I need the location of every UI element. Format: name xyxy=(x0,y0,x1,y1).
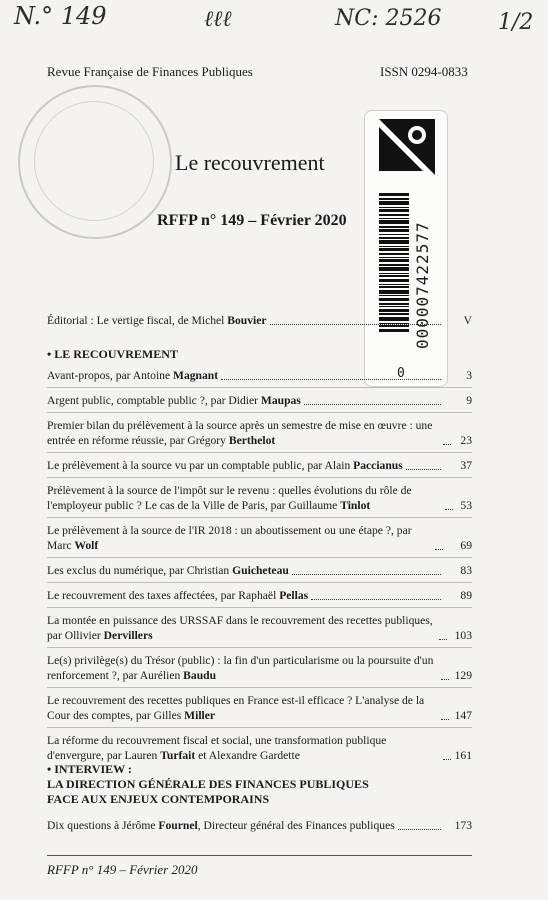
handwritten-initials: ℓℓℓ xyxy=(204,7,232,32)
toc-entry: Prélèvement à la source de l'impôt sur le revenu : quelles évolutions du rôle de l'employeur public ? Le cas de la Ville de Paris, par Guillaume Tinlot 53 xyxy=(47,484,472,512)
issn: ISSN 0294-0833 xyxy=(380,64,468,79)
handwritten-number: N.° 149 xyxy=(14,2,107,30)
handwritten-fraction: 1/2 xyxy=(498,10,534,35)
toc-entry: Premier bilan du prélèvement à la source après un semestre de mise en œuvre : une entrée en réforme réussie, par Grégory Berthelot 23 xyxy=(47,419,472,447)
page-number: 53 xyxy=(460,499,472,512)
section-heading-interview: • INTERVIEW : LA DIRECTION GÉNÉRALE DES FINANCES PUBLIQUES FACE AUX ENJEUX CONTEMPORAINS xyxy=(47,762,369,806)
barcode-extra: 0 xyxy=(397,366,405,381)
entry-separator xyxy=(47,412,472,413)
page-number: 89 xyxy=(460,589,472,602)
issue-line: RFFP n° 149 – Février 2020 xyxy=(157,212,347,229)
footer-text: RFFP n° 149 – Février 2020 xyxy=(47,862,198,877)
page-number: 69 xyxy=(460,539,472,552)
library-stamp xyxy=(18,85,172,239)
page-number: 147 xyxy=(454,709,472,722)
interview-entry: Dix questions à Jérôme Fournel, Directeur général des Finances publiques 173 xyxy=(47,819,472,832)
page-number: 161 xyxy=(454,749,472,762)
page-number: 83 xyxy=(460,564,472,577)
entry-separator xyxy=(47,727,472,728)
page-number: 23 xyxy=(460,434,472,447)
toc-entry: La réforme du recouvrement fiscal et social, une transformation publique d'envergure, par Lauren Turfait et Alexandre Gardette 161 xyxy=(47,734,472,762)
toc-entry: Le(s) privilège(s) du Trésor (public) : la fin d'un particularisme ou la poursuite d'un renforcement ?, par Aurélien Baudu 129 xyxy=(47,654,472,682)
entry-separator xyxy=(47,452,472,453)
page-number: 129 xyxy=(454,669,472,682)
entry-separator xyxy=(47,557,472,558)
toc-list xyxy=(47,368,472,763)
handwritten-nc: NC: 2526 xyxy=(335,6,442,31)
toc-entry: Le recouvrement des taxes affectées, par Raphaël Pellas 89 xyxy=(47,589,472,602)
toc-entry: Le recouvrement des recettes publiques en France est-il efficace ? L'analyse de la Cour des comptes, par Gilles Miller 147 xyxy=(47,694,472,722)
section-heading-recouvrement: • LE RECOUVREMENT xyxy=(47,347,178,361)
toc-entry: La montée en puissance des URSSAF dans le recouvrement des recettes publiques, par Ollivier Dervillers 103 xyxy=(47,614,472,642)
page-title: Le recouvrement xyxy=(175,150,325,175)
toc-entry: Avant-propos, par Antoine Magnant 3 xyxy=(47,369,472,382)
toc-entry: Les exclus du numérique, par Christian Guicheteau 83 xyxy=(47,564,472,577)
page-number: 103 xyxy=(454,629,472,642)
page-number: 3 xyxy=(466,369,472,382)
journal-name: Revue Française de Finances Publiques xyxy=(47,64,253,79)
toc-entry: Le prélèvement à la source de l'IR 2018 : un aboutissement ou une étape ?, par Marc Wolf 69 xyxy=(47,524,472,552)
entry-separator xyxy=(47,477,472,478)
entry-separator xyxy=(47,607,472,608)
page-number: 9 xyxy=(466,394,472,407)
footer-rule xyxy=(47,855,472,856)
entry-separator xyxy=(47,647,472,648)
toc-entry: Argent public, comptable public ?, par Didier Maupas 9 xyxy=(47,394,472,407)
barcode-digits: 000007422577 xyxy=(413,221,432,350)
entry-separator xyxy=(47,687,472,688)
logo-icon xyxy=(379,119,435,175)
editorial-entry: Éditorial : Le vertige fiscal, de Michel Bouvier V xyxy=(47,314,472,327)
entry-separator xyxy=(47,387,472,388)
page-number: 37 xyxy=(460,459,472,472)
toc-entry: Le prélèvement à la source vu par un comptable public, par Alain Paccianus 37 xyxy=(47,459,472,472)
entry-separator xyxy=(47,582,472,583)
barcode-sticker xyxy=(364,110,448,387)
entry-separator xyxy=(47,517,472,518)
